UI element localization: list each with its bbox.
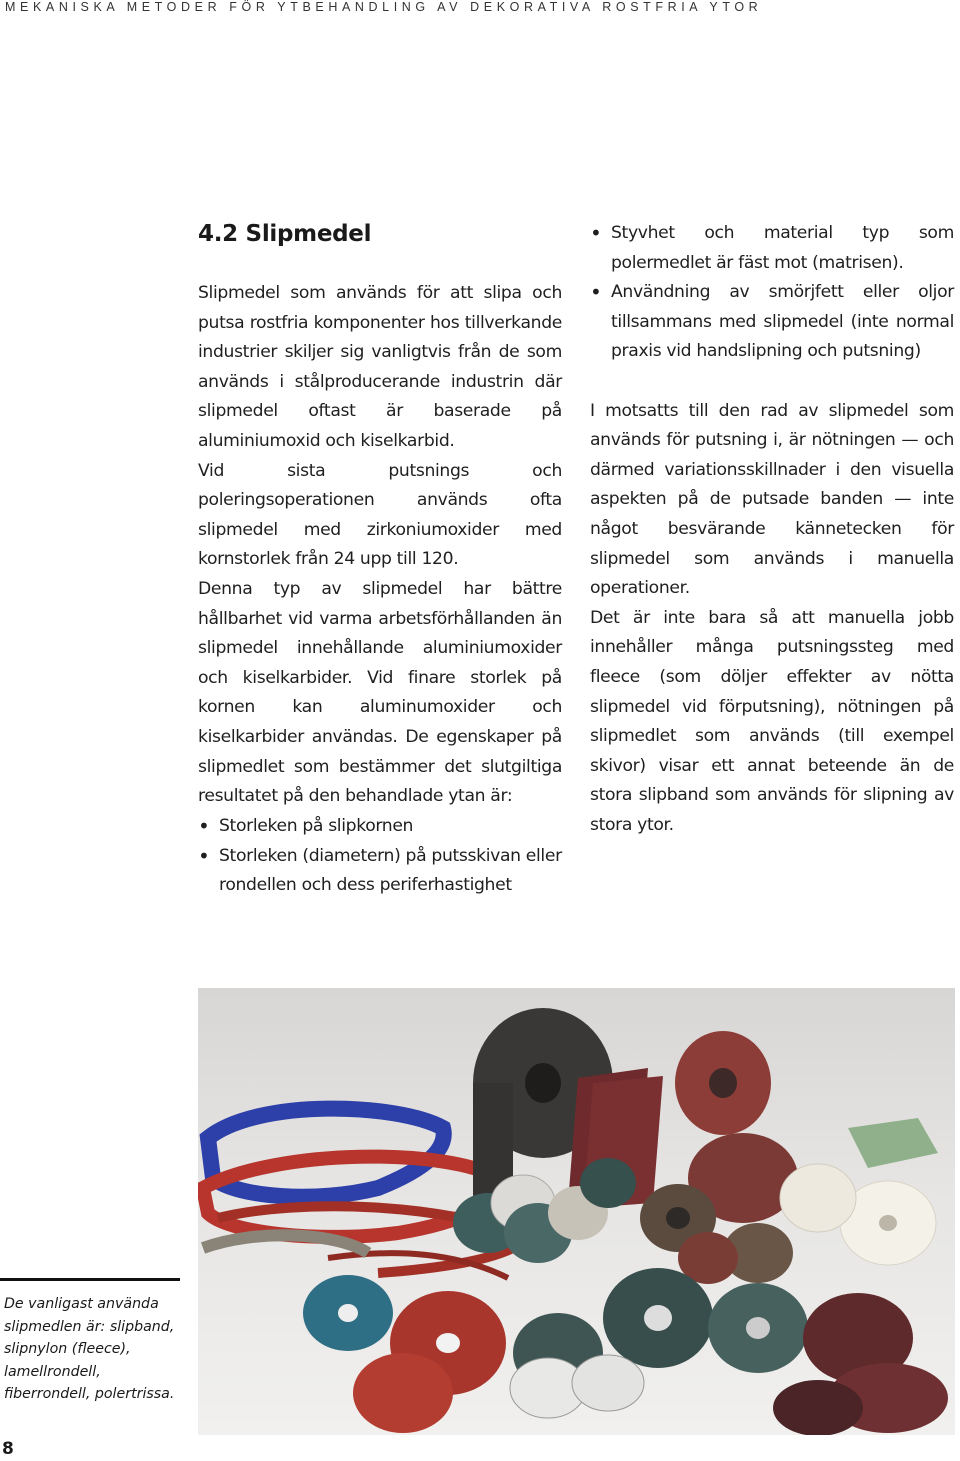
list-item: • Styvhet och material typ som polermedlet är fäst mot (matrisen). [590, 219, 954, 278]
left-paragraph: Vid sista putsnings och poleringsoperationen används ofta slipmedel med zirkoniumoxider med kornstorlek från 24 upp till 120. [198, 460, 562, 570]
properties-list [198, 812, 578, 901]
right-paragraph: I motsatts till den rad av slipmedel som används för putsning i, är nötningen — och därmed variationsskillnader i den visuella aspekten på de putsade banden — inte något besvärande kännetecken för slipmedel som används i manuella operationer. [590, 400, 954, 599]
page-number: 8 [2, 1439, 14, 1459]
right-bullet-list [590, 219, 954, 367]
caption-text: De vanligast använda slipmedlen är: slipband, slipnylon (fleece), lamellrondell, fiberrondell, polertrissa. [4, 1296, 175, 1402]
photo-caption [0, 1278, 180, 1408]
list-item: • Storleken på slipkornen [198, 812, 578, 842]
left-paragraph: Denna typ av slipmedel har bättre hållbarhet vid varma arbetsförhållanden än slipmedel innehållande aluminiumoxider och kiselkarbider. Vid finare storlek på kornen kan aluminumoxider och kiselkarbider användas. De egenskaper på slipmedlet som bestämmer det slutgiltiga resultatet på den behandlade ytan är: [198, 578, 562, 807]
list-item: • Användning av smörjfett eller oljor tillsammans med slipmedel (inte normal praxis vid handslipning och putsning) [590, 278, 954, 367]
abrasives-illustration [198, 988, 955, 1435]
section-heading: 4.2 Slipmedel [198, 221, 372, 247]
left-column [198, 279, 562, 812]
right-paragraph: Det är inte bara så att manuella jobb innehåller många putsningssteg med fleece (som döljer effekter av nötta slipmedel vid förputsning), nötningen på slipmedlet som används (till exempel skivor) visar ett annat beteende än de stora slipband som används för slipning av stora ytor. [590, 607, 954, 835]
right-column [590, 219, 954, 840]
list-item: • Storleken (diametern) på putsskivan eller rondellen och dess periferhastighet [198, 842, 578, 901]
running-header: MEKANISKA METODER FÖR YTBEHANDLING AV DEKORATIVA ROSTFRIA YTOR [5, 0, 763, 14]
left-paragraph: Slipmedel som används för att slipa och putsa rostfria komponenter hos tillverkande industrier skiljer sig vanligtvis från de som används i stålproducerande industrin där slipmedel oftast är baserade på aluminiumoxid och kiselkarbid. [198, 283, 562, 451]
abrasives-photo [198, 988, 955, 1435]
